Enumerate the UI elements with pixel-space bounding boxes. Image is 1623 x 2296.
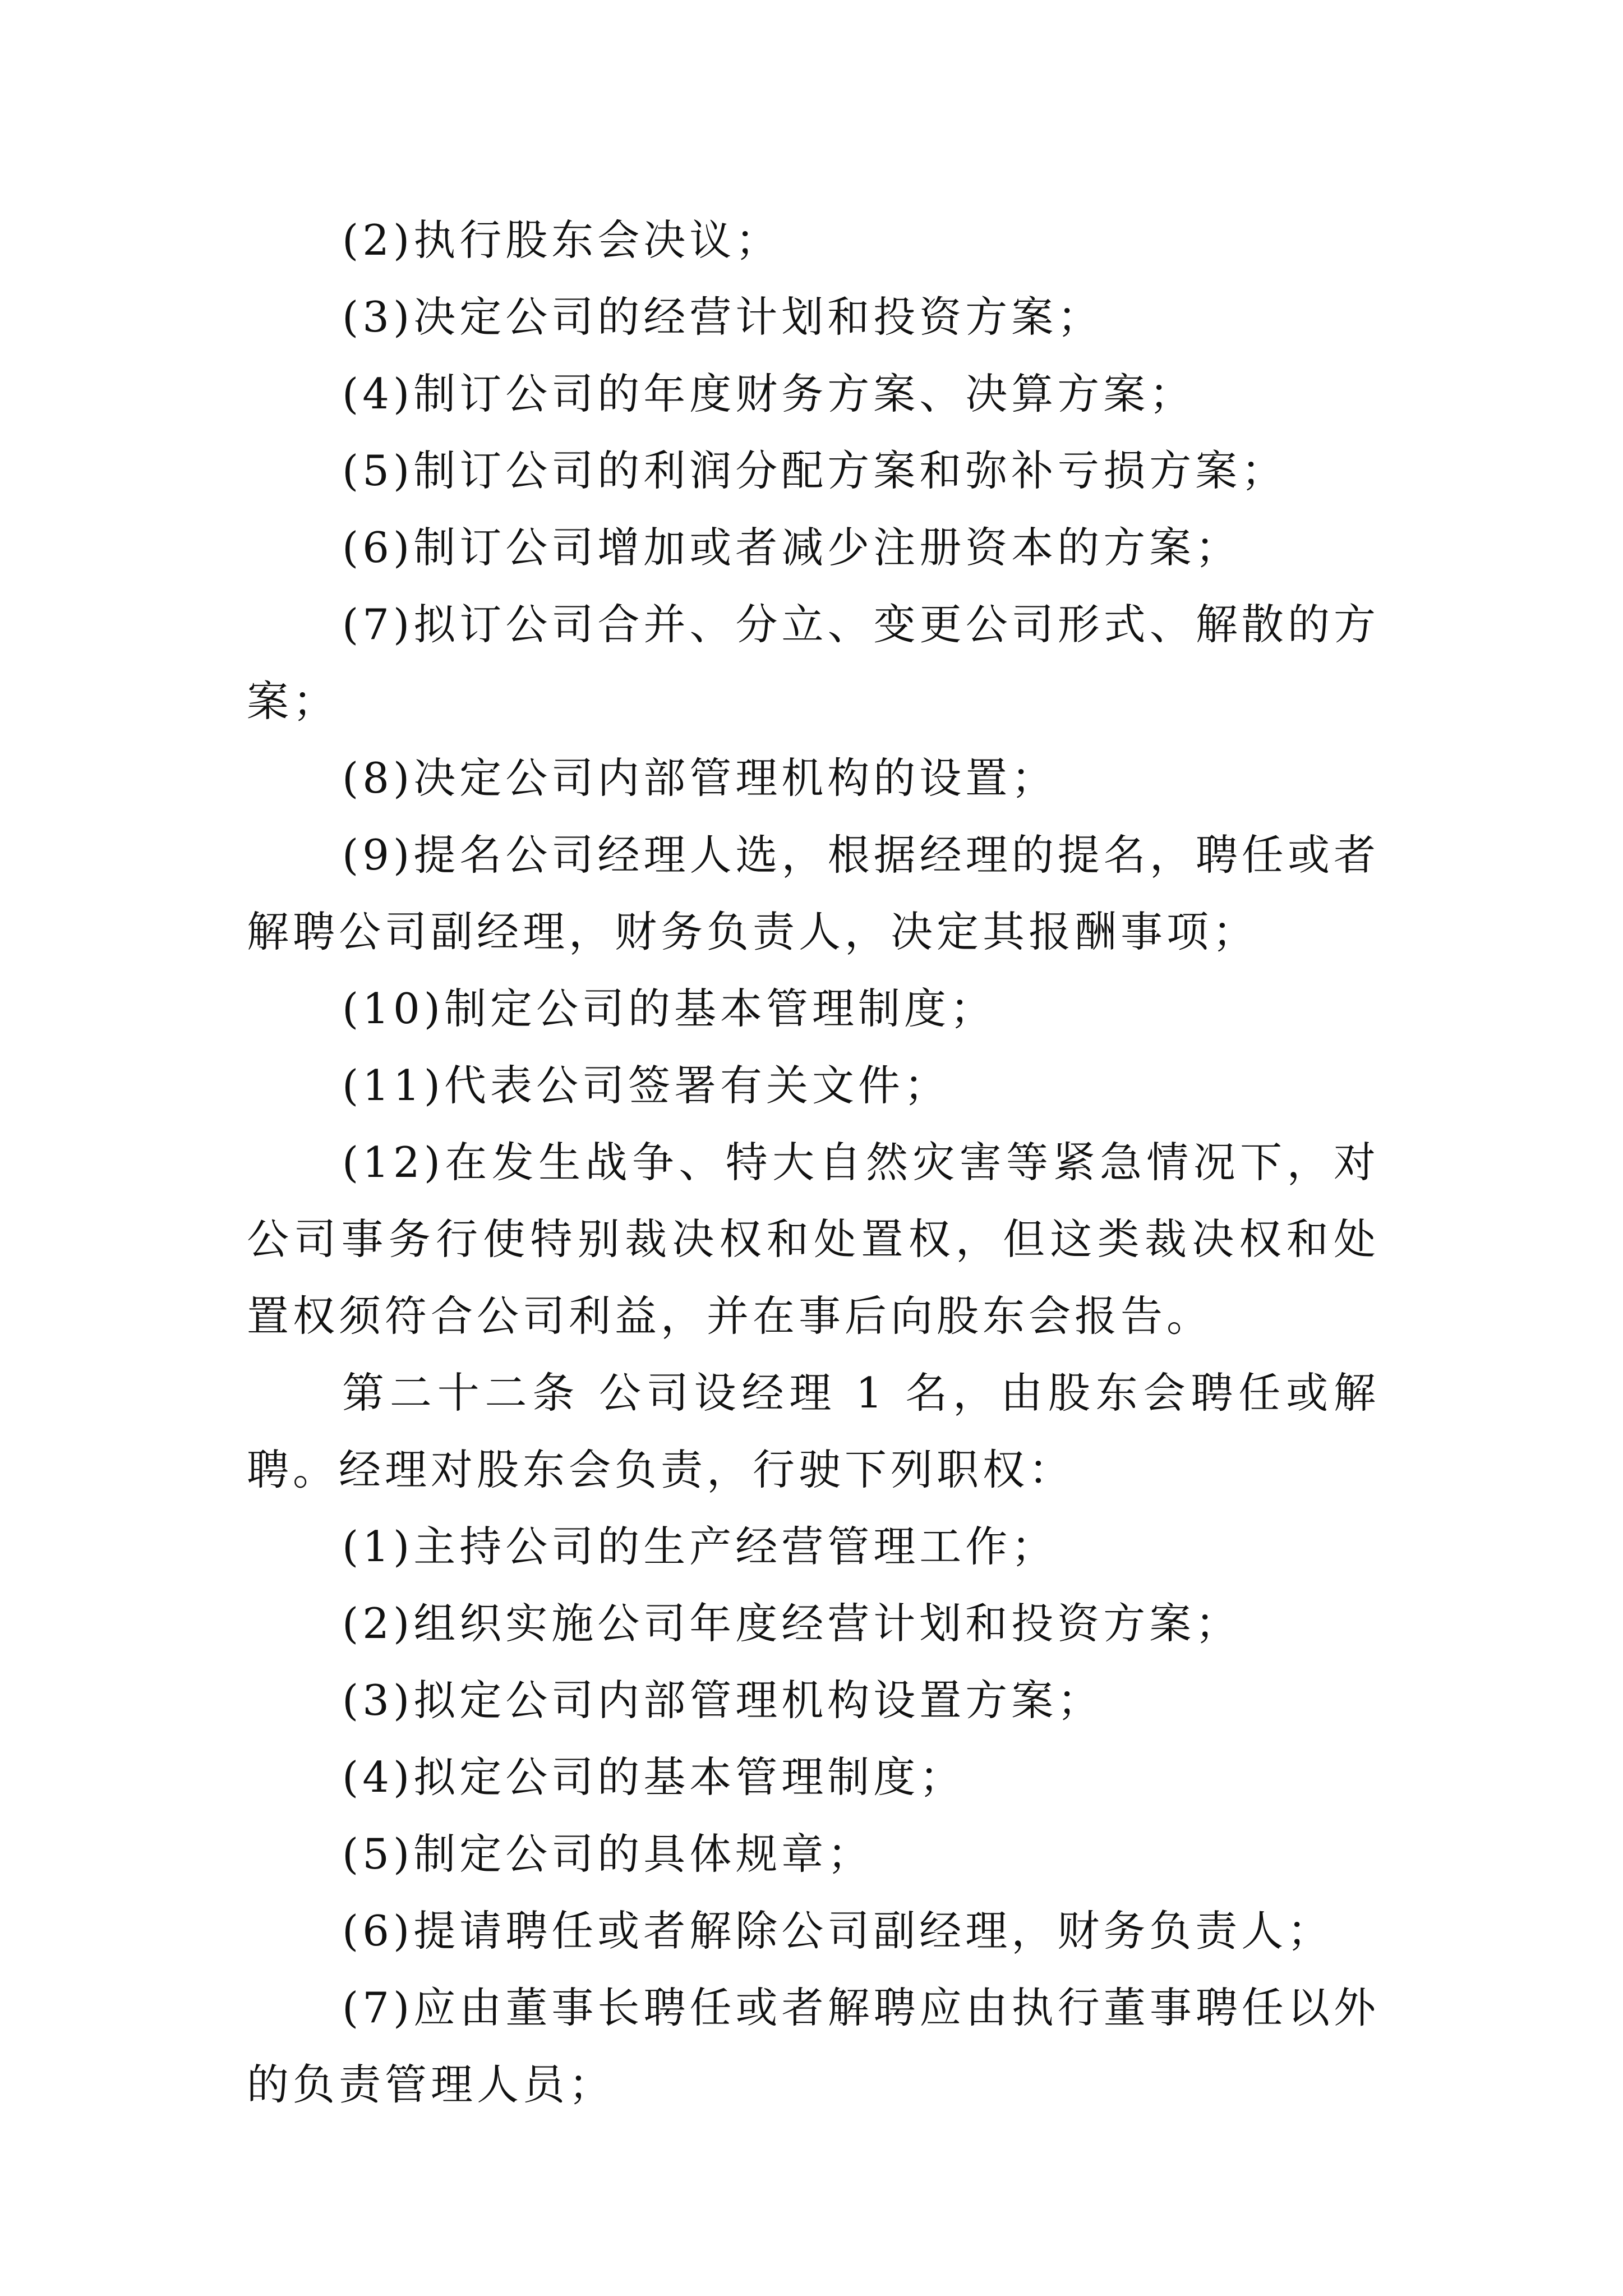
paragraph-article-22: 第二十二条 公司设经理 1 名，由股东会聘任或解聘。经理对股东会负责，行驶下列职权： bbox=[247, 1368, 1380, 1494]
paragraph-manager-item-4: (4)拟定公司的基本管理制度； bbox=[342, 1752, 966, 1802]
paragraph-manager-item-5: (5)制定公司的具体规章； bbox=[342, 1829, 874, 1879]
paragraph-item-5-profit-distribution: (5)制订公司的利润分配方案和弥补亏损方案； bbox=[342, 446, 1288, 495]
paragraph-item-6-capital-change: (6)制订公司增加或者减少注册资本的方案； bbox=[342, 523, 1242, 572]
paragraph-item-2-execute-resolutions: (2)执行股东会决议； bbox=[342, 215, 782, 265]
paragraph-manager-item-7: (7)应由董事长聘任或者解聘应由执行董事聘任以外的负责管理人员； bbox=[247, 1983, 1380, 2109]
paragraph-item-9-nominate-manager: (9)提名公司经理人选，根据经理的提名，聘任或者解聘公司副经理，财务负责人，决定其报酬事项； bbox=[247, 830, 1380, 956]
document-body bbox=[247, 202, 1380, 2123]
paragraph-manager-item-6: (6)提请聘任或者解除公司副经理，财务负责人； bbox=[342, 1906, 1334, 1955]
paragraph-manager-item-1: (1)主持公司的生产经营管理工作； bbox=[342, 1522, 1058, 1571]
paragraph-item-11-sign-documents: (11)代表公司签署有关文件； bbox=[342, 1061, 950, 1110]
paragraph-item-7-merger-plan: (7)拟订公司合并、分立、变更公司形式、解散的方案； bbox=[247, 600, 1380, 726]
paragraph-item-12-emergency-powers: (12)在发生战争、特大自然灾害等紧急情况下，对公司事务行使特别裁决权和处置权，但这类裁决权和处置权须符合公司利益，并在事后向股东会报告。 bbox=[247, 1138, 1380, 1341]
paragraph-item-10-management-system: (10)制定公司的基本管理制度； bbox=[342, 984, 996, 1033]
paragraph-item-4-financial-plan: (4)制订公司的年度财务方案、决算方案； bbox=[342, 369, 1196, 418]
paragraph-manager-item-3: (3)拟定公司内部管理机构设置方案； bbox=[342, 1676, 1104, 1725]
paragraph-item-8-internal-structure: (8)决定公司内部管理机构的设置； bbox=[342, 753, 1058, 803]
paragraph-manager-item-2: (2)组织实施公司年度经营计划和投资方案； bbox=[342, 1599, 1242, 1648]
paragraph-item-3-business-plan: (3)决定公司的经营计划和投资方案； bbox=[342, 292, 1104, 342]
